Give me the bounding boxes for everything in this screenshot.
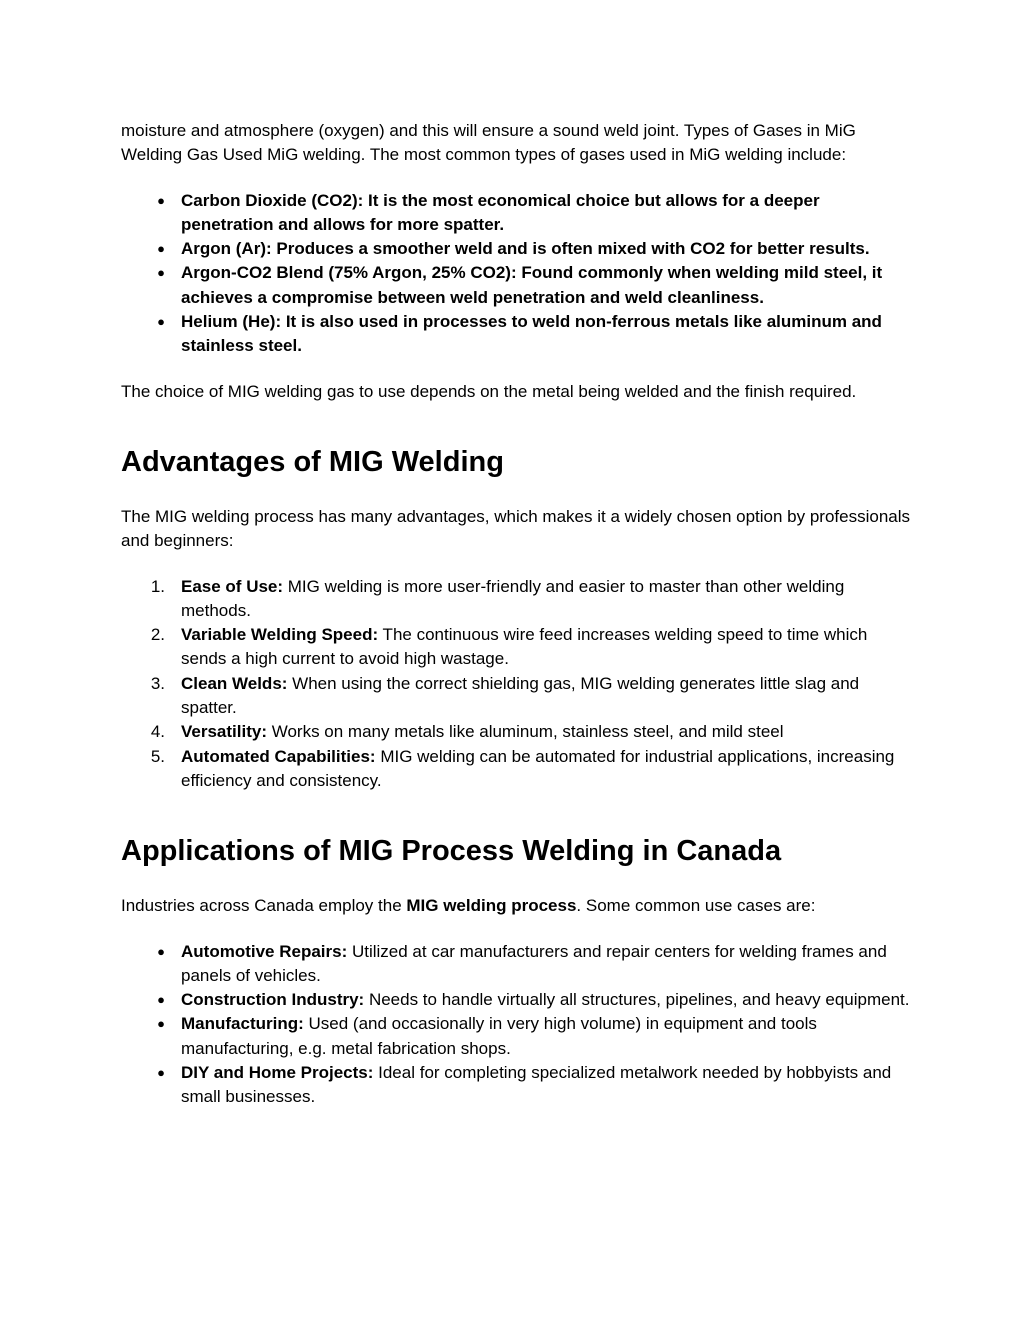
list-item: ● Argon (Ar): Produces a smoother weld and is often mixed with CO2 for better results. [121, 237, 911, 261]
bullet-icon: ● [157, 314, 165, 330]
applications-intro: Industries across Canada employ the MIG welding process. Some common use cases are: [121, 896, 816, 916]
list-term: Ease of Use: [181, 576, 284, 596]
list-term: Manufacturing: [181, 1014, 304, 1034]
list-item: 1. Ease of Use: MIG welding is more user-friendly and easier to master than other welding methods. [121, 575, 911, 624]
bullet-icon: ● [157, 992, 165, 1008]
list-term: Versatility: [181, 722, 267, 742]
list-item: ● Argon-CO2 Blend (75% Argon, 25% CO2): Found commonly when welding mild steel, it achieves a compromise between weld penetration and weld cleanliness. [121, 261, 911, 310]
list-term: Automotive Repairs: [181, 941, 348, 961]
list-item: 2. Variable Welding Speed: The continuous wire feed increases welding speed to time which sends a high current to avoid high wastage. [121, 623, 911, 672]
list-term: DIY and Home Projects: [181, 1063, 374, 1083]
list-term: Construction Industry: [181, 990, 365, 1010]
list-number: 1. [150, 576, 165, 596]
list-item: 4. Versatility: Works on many metals like aluminum, stainless steel, and mild steel [121, 720, 911, 744]
gas-choice-paragraph: The choice of MIG welding gas to use depends on the metal being welded and the finish required. [121, 381, 857, 401]
list-term: Automated Capabilities: [181, 746, 376, 766]
list-item: ● Carbon Dioxide (CO2): It is the most economical choice but allows for a deeper penetration and allows for more spatter. [121, 189, 911, 238]
list-number: 5. [150, 746, 165, 766]
list-item: ● Automotive Repairs: Utilized at car manufacturers and repair centers for welding frames and panels of vehicles. [121, 940, 911, 989]
list-item: ● DIY and Home Projects: Ideal for completing specialized metalwork needed by hobbyists and small businesses. [121, 1061, 911, 1110]
intro-paragraph: moisture and atmosphere (oxygen) and this will ensure a sound weld joint. Types of Gases in MiG Welding Gas Used MiG welding. The most common types of gases used in MiG welding include: [121, 121, 856, 165]
list-term: Variable Welding Speed: [181, 625, 379, 645]
advantages-heading: Advantages of MIG Welding [121, 445, 504, 478]
bullet-icon: ● [157, 265, 165, 281]
list-term: Clean Welds: [181, 673, 288, 693]
bullet-icon: ● [157, 1065, 165, 1081]
list-number: 2. [150, 625, 165, 645]
bullet-icon: ● [157, 943, 165, 959]
list-item: ● Helium (He): It is also used in processes to weld non-ferrous metals like aluminum and stainless steel. [121, 310, 911, 359]
advantages-list [121, 575, 911, 794]
document-page [121, 119, 911, 1110]
gas-types-list [121, 189, 911, 359]
bullet-icon: ● [157, 241, 165, 257]
list-item: 3. Clean Welds: When using the correct shielding gas, MIG welding generates little slag and spatter. [121, 672, 911, 721]
applications-list [121, 940, 911, 1110]
bullet-icon: ● [157, 192, 165, 208]
list-number: 3. [150, 673, 165, 693]
applications-heading: Applications of MIG Process Welding in Canada [121, 835, 782, 868]
advantages-intro: The MIG welding process has many advantages, which makes it a widely chosen option by professionals and beginners: [121, 506, 911, 551]
list-item: 5. Automated Capabilities: MIG welding can be automated for industrial applications, increasing efficiency and consistency. [121, 745, 911, 794]
bullet-icon: ● [157, 1016, 165, 1032]
list-number: 4. [150, 722, 165, 742]
list-item: ● Manufacturing: Used (and occasionally in very high volume) in equipment and tools manufacturing, e.g. metal fabrication shops. [121, 1012, 911, 1061]
list-item: ● Construction Industry: Needs to handle virtually all structures, pipelines, and heavy equipment. [121, 988, 911, 1012]
